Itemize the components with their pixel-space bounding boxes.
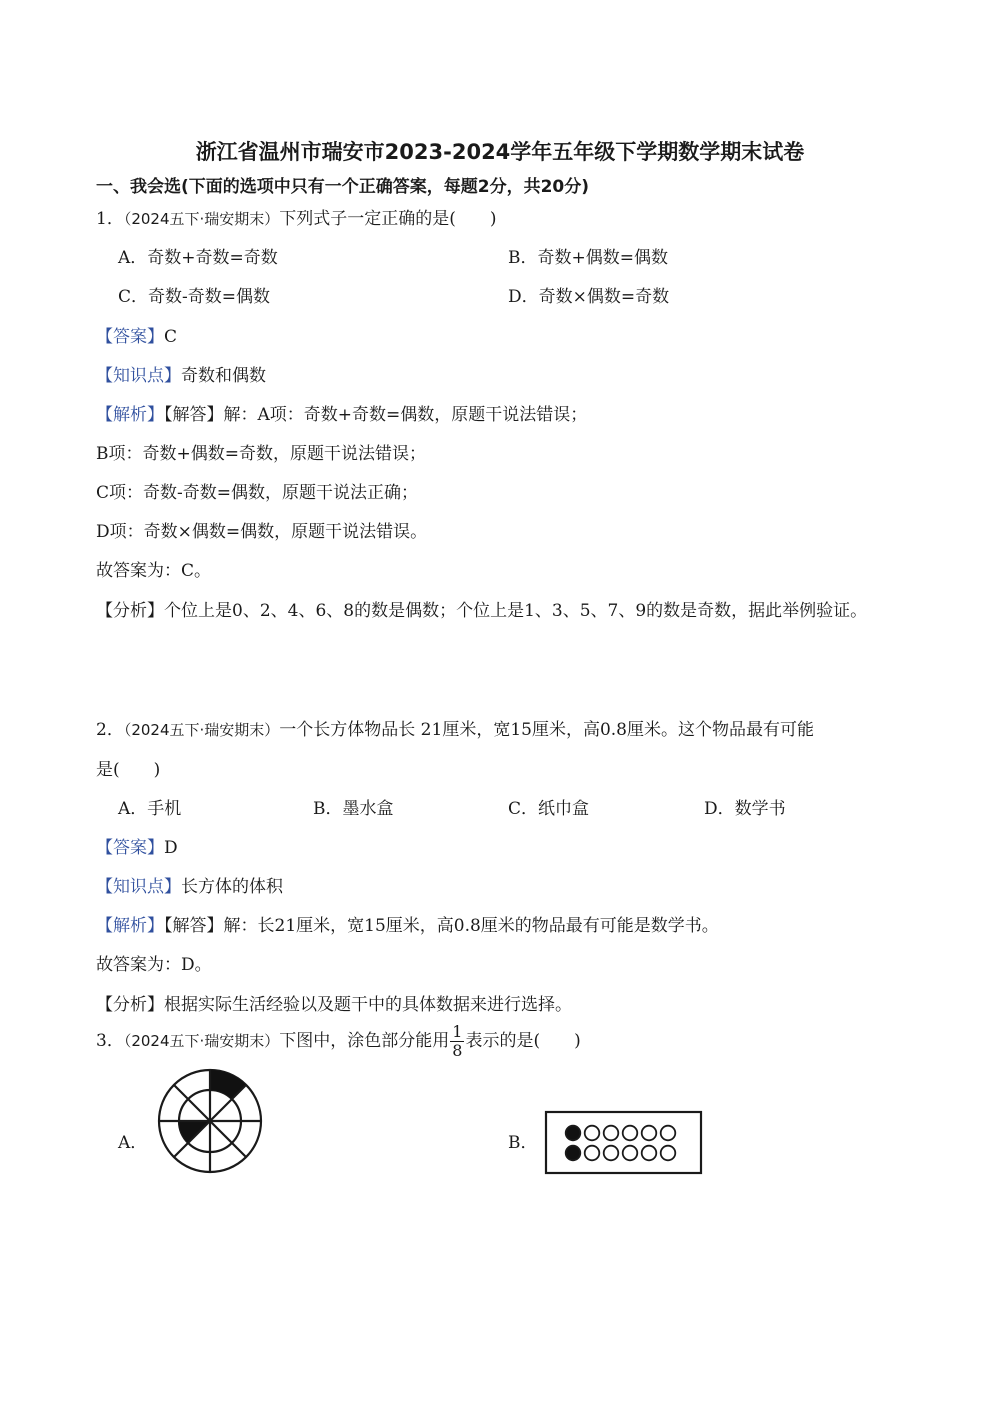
knowledge-tag: 【知识点】 — [96, 366, 181, 386]
q2-option-c: C．纸巾盒 — [508, 799, 590, 819]
q1-conclusion: 故答案为：C。 — [96, 561, 212, 581]
q1-option-b: B．奇数+偶数=偶数 — [508, 248, 668, 268]
q2-question-line-2: 是( ) — [96, 760, 161, 780]
q2-answer-value: D — [164, 838, 178, 858]
dots-frame — [546, 1112, 701, 1173]
q3-question-post: 表示的是( ) — [465, 1031, 581, 1051]
answer-tag: 【答案】 — [96, 838, 164, 858]
dot-empty — [585, 1126, 600, 1141]
q2-fenxi-text: 根据实际生活经验以及题干中的具体数据来进行选择。 — [164, 995, 572, 1015]
fenxi-tag: 【分析】 — [96, 995, 164, 1015]
q1-number: 1． — [96, 209, 124, 229]
q3-dots-figure — [544, 1110, 704, 1176]
q1-fenxi — [96, 596, 867, 621]
q3-source: （2024五下·瑞安期末） — [123, 1032, 280, 1050]
section-heading: 一、我会选(下面的选项中只有一个正确答案，每题2分，共20分) — [96, 177, 590, 197]
q2-analysis — [96, 911, 719, 936]
solution-tag: 【解答】 — [164, 405, 224, 425]
dot-empty — [642, 1126, 657, 1141]
q2-conclusion: 故答案为：D。 — [96, 955, 212, 975]
q1-fenxi-text: 个位上是0、2、4、6、8的数是偶数；个位上是1、3、5、7、9的数是奇数，据此举例验证。 — [164, 601, 868, 621]
q2-source: （2024五下·瑞安期末） — [123, 721, 280, 739]
q3-circle-figure — [154, 1068, 266, 1176]
q2-question-line-1: 一个长方体物品长 21厘米，宽15厘米，高0.8厘米。这个物品最有可能 — [279, 720, 814, 740]
q3-question-pre: 下图中，涂色部分能用 — [279, 1031, 450, 1051]
q1-option-a: A．奇数+奇数=奇数 — [118, 248, 278, 268]
dot-empty — [585, 1146, 600, 1161]
q1-stem — [96, 204, 497, 229]
q1-option-c: C．奇数-奇数=偶数 — [118, 287, 270, 307]
q1-analysis-line-2: B项：奇数+偶数=奇数，原题干说法错误； — [96, 444, 426, 464]
page-title: 浙江省温州市瑞安市2023-2024学年五年级下学期数学期末试卷 — [195, 140, 805, 164]
q1-knowledge-value: 奇数和偶数 — [181, 366, 266, 386]
q2-option-a: A．手机 — [118, 799, 182, 819]
dot-empty — [661, 1146, 676, 1161]
dot-filled — [566, 1126, 581, 1141]
q1-analysis-line-1: 解：A项：奇数+奇数=偶数，原题干说法错误； — [223, 405, 588, 425]
q3-option-a-label: A． — [118, 1133, 148, 1153]
q2-fenxi — [96, 990, 572, 1015]
fenxi-tag: 【分析】 — [96, 601, 164, 621]
fraction-denominator: 8 — [452, 1041, 463, 1060]
q1-knowledge — [96, 361, 266, 386]
q1-option-d: D．奇数×偶数=奇数 — [508, 287, 670, 307]
q2-knowledge-value: 长方体的体积 — [181, 877, 283, 897]
q3-option-b-label: B． — [508, 1133, 538, 1153]
q1-analysis-line-3: C项：奇数-奇数=偶数，原题干说法正确； — [96, 483, 418, 503]
q2-answer — [96, 833, 178, 858]
q2-option-d: D．数学书 — [704, 799, 786, 819]
q1-answer-value: C — [164, 327, 178, 347]
knowledge-tag: 【知识点】 — [96, 877, 181, 897]
q3-number: 3． — [96, 1031, 124, 1051]
q3-stem — [96, 1024, 581, 1059]
q2-knowledge — [96, 872, 283, 897]
dot-empty — [661, 1126, 676, 1141]
dot-filled — [566, 1146, 581, 1161]
q2-analysis-text: 解：长21厘米，宽15厘米，高0.8厘米的物品最有可能是数学书。 — [223, 916, 719, 936]
fraction-numerator: 1 — [452, 1022, 463, 1041]
solution-tag: 【解答】 — [164, 916, 224, 936]
q1-analysis-line-4: D项：奇数×偶数=偶数，原题干说法错误。 — [96, 522, 428, 542]
q2-stem — [96, 715, 814, 740]
dot-empty — [623, 1146, 638, 1161]
q2-option-b: B．墨水盒 — [313, 799, 394, 819]
analysis-tag: 【解析】 — [96, 405, 164, 425]
shaded-ring-sector — [210, 1070, 246, 1099]
q2-number: 2． — [96, 720, 124, 740]
dot-empty — [642, 1146, 657, 1161]
dot-empty — [623, 1126, 638, 1141]
q1-answer — [96, 322, 177, 347]
dot-empty — [604, 1126, 619, 1141]
analysis-tag: 【解析】 — [96, 916, 164, 936]
q1-question: 下列式子一定正确的是( ) — [279, 209, 497, 229]
fraction-one-eighth — [450, 1024, 464, 1059]
dot-empty — [604, 1146, 619, 1161]
q1-analysis — [96, 400, 587, 425]
q1-source: （2024五下·瑞安期末） — [123, 210, 280, 228]
answer-tag: 【答案】 — [96, 327, 164, 347]
